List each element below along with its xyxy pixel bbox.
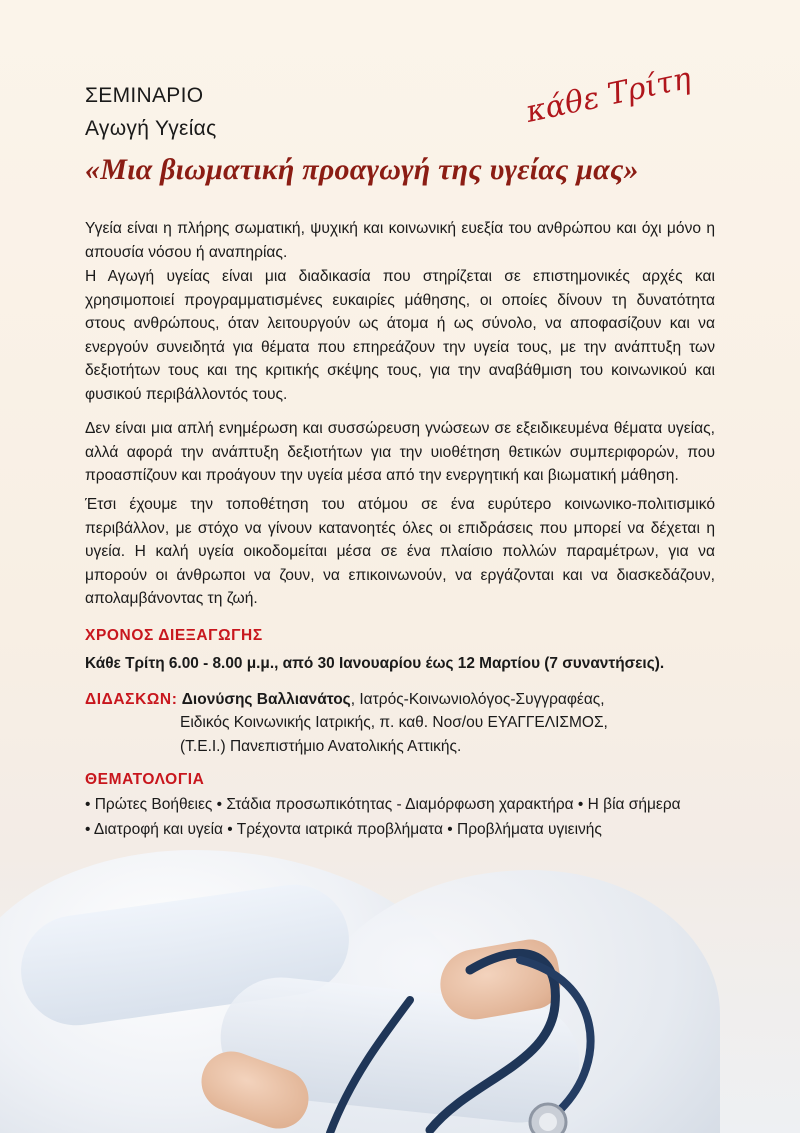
- teacher-title: , Ιατρός-Κοινωνιολόγος-Συγγραφέας,: [350, 691, 605, 708]
- topics-line-2: • Διατροφή και υγεία • Τρέχοντα ιατρικά προβλήματα • Προβλήματα υγιεινής: [85, 821, 602, 838]
- paragraph-skills: Δεν είναι μια απλή ενημέρωση και συσσώρευση γνώσεων σε εξειδικευμένα θέματα υγείας, αλλά αφορά την ανάπτυξη δεξιοτήτων για την υιοθέτηση θετικών συμπεριφορών, που προασπίζουν και προάγουν την υγεία μέσα από την ενεργητική και βιωματική μάθηση.: [85, 420, 715, 484]
- schedule-text: Κάθε Τρίτη 6.00 - 8.00 μ.μ., από 30 Ιανουαρίου έως 12 Μαρτίου (7 συναντήσεις).: [85, 655, 665, 672]
- schedule-heading: ΧΡΟΝΟΣ ΔΙΕΞΑΓΩΓΗΣ: [85, 627, 263, 644]
- teacher-university: (Τ.Ε.Ι.) Πανεπιστήμιο Ανατολικής Αττικής.: [180, 738, 462, 755]
- teacher-line: [85, 688, 605, 713]
- teacher-label: ΔΙΔΑΣΚΩΝ: [85, 691, 172, 708]
- teacher-specialty: Ειδικός Κοινωνικής Ιατρικής, π. καθ. Νοσ/ου ΕΥΑΓΓΕΛΙΣΜΟΣ,: [180, 714, 608, 731]
- seminar-label: ΣΕΜΙΝΑΡΙΟ: [85, 84, 204, 107]
- stethoscope-icon: [0, 830, 800, 1133]
- teacher-name: Διονύσης Βαλλιανάτος: [181, 691, 351, 708]
- paragraph-health-education: Η Αγωγή υγείας είναι μια διαδικασία που στηρίζεται σε επιστημονικές αρχές και χρησιμοποιεί προγραμματισμένες ευκαιρίες μάθησης, οι οποίες δίνουν τη δυνατότητα στους ανθρώπους, όταν λειτουργούν ως άτομα ή ως σύνολο, να αποφασίζουν και να ενεργούν συνειδητά για θέματα που επηρεάζουν την υγεία τους, με την ανάπτυξη των δεξιοτήτων τους και της κριτικής σκέψης τους, για την αναβάθμιση του κοινωνικού και φυσικού περιβάλλοντός τους.: [85, 268, 715, 403]
- topics-line-1: • Πρώτες Βοήθειες • Στάδια προσωπικότητας - Διαμόρφωση χαρακτήρα • Η βία σήμερα: [85, 796, 681, 813]
- doctor-stethoscope-photo: [0, 830, 800, 1133]
- topics-heading: ΘΕΜΑΤΟΛΟΓΙΑ: [85, 771, 205, 788]
- teacher-label-colon: :: [171, 691, 178, 708]
- paragraph-definition: Υγεία είναι η πλήρης σωματική, ψυχική και κοινωνική ευεξία του ανθρώπου και όχι μόνο η απουσία νόσου ή αναπηρίας.: [85, 220, 715, 261]
- paragraph-environment: Έτσι έχουμε την τοποθέτηση του ατόμου σε ένα ευρύτερο κοινωνικο-πολιτισμικό περιβάλλον, με στόχο να γίνουν κατανοητές όλες οι επιδράσεις που μπορεί να δέχεται η υγεία. Η καλή υγεία οικοδομείται μέσα σε ένα πλαίσιο πολλών παραμέτρων, για να μπορούν οι άνθρωποι να ζουν, να επικοινωνούν, να εργάζονται και να διασκεδάζουν, απολαμβάνοντας τη ζωή.: [85, 496, 715, 607]
- page-title: «Μια βιωματική προαγωγή της υγείας μας»: [85, 153, 639, 186]
- seminar-subject: Αγωγή Υγείας: [85, 117, 217, 140]
- every-tuesday-script: κάθε Τρίτη: [522, 60, 694, 130]
